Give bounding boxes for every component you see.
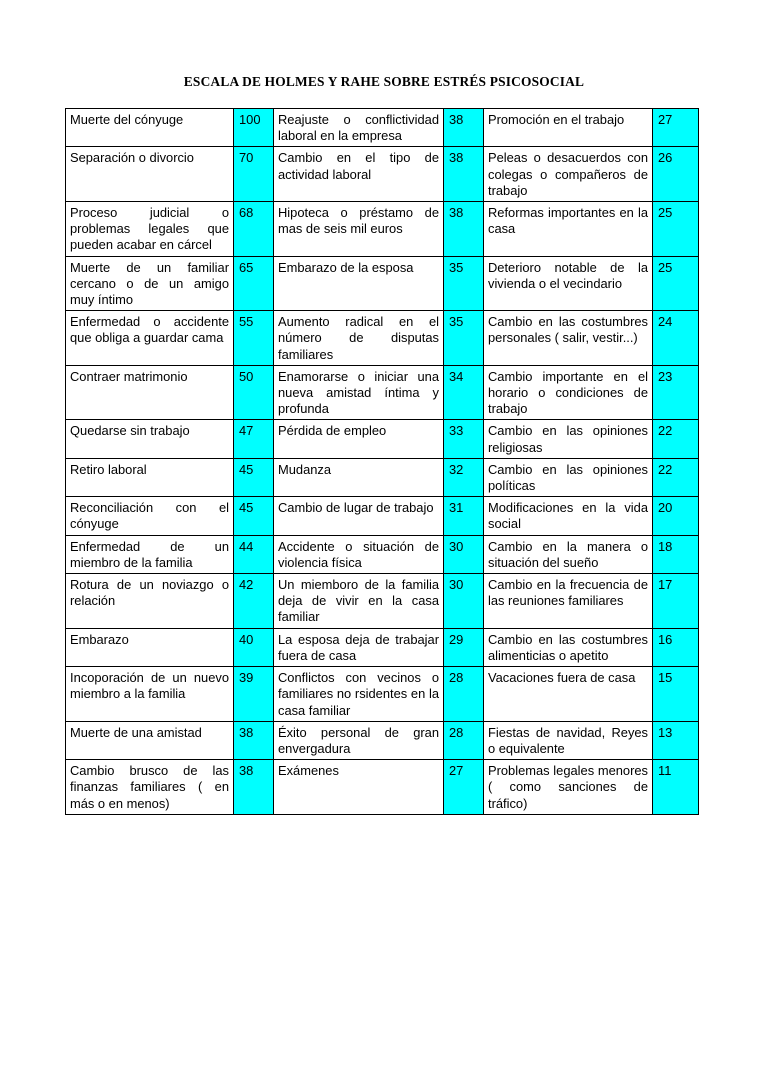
life-event-cell: Proceso judicial o problemas legales que pueden acabar en cárcel bbox=[66, 202, 234, 257]
life-event-cell: Contraer matrimonio bbox=[66, 365, 234, 420]
table-row bbox=[66, 202, 699, 257]
life-event-cell: Fiestas de navidad, Reyes o equivalente bbox=[484, 721, 653, 759]
stress-points-cell: 30 bbox=[444, 535, 484, 573]
stress-points-cell: 65 bbox=[234, 256, 274, 311]
stress-scale-table bbox=[65, 108, 699, 815]
stress-points-cell: 100 bbox=[234, 109, 274, 147]
stress-points-cell: 27 bbox=[444, 760, 484, 815]
life-event-cell: Cambio brusco de las finanzas familiares ( en más o en menos) bbox=[66, 760, 234, 815]
stress-points-cell: 44 bbox=[234, 535, 274, 573]
stress-points-cell: 15 bbox=[653, 667, 699, 722]
life-event-cell: Exámenes bbox=[274, 760, 444, 815]
stress-points-cell: 68 bbox=[234, 202, 274, 257]
table-row bbox=[66, 109, 699, 147]
life-event-cell: Hipoteca o préstamo de mas de seis mil euros bbox=[274, 202, 444, 257]
life-event-cell: Éxito personal de gran envergadura bbox=[274, 721, 444, 759]
life-event-cell: Quedarse sin trabajo bbox=[66, 420, 234, 458]
table-row bbox=[66, 365, 699, 420]
stress-points-cell: 20 bbox=[653, 497, 699, 535]
stress-points-cell: 31 bbox=[444, 497, 484, 535]
stress-points-cell: 28 bbox=[444, 721, 484, 759]
life-event-cell: Conflictos con vecinos o familiares no rsidentes en la casa familiar bbox=[274, 667, 444, 722]
table-row bbox=[66, 535, 699, 573]
stress-points-cell: 70 bbox=[234, 147, 274, 202]
stress-points-cell: 22 bbox=[653, 458, 699, 496]
table-row bbox=[66, 147, 699, 202]
life-event-cell: Rotura de un noviazgo o relación bbox=[66, 574, 234, 629]
stress-points-cell: 11 bbox=[653, 760, 699, 815]
life-event-cell: Separación o divorcio bbox=[66, 147, 234, 202]
stress-points-cell: 38 bbox=[234, 721, 274, 759]
stress-points-cell: 22 bbox=[653, 420, 699, 458]
stress-points-cell: 38 bbox=[444, 109, 484, 147]
stress-points-cell: 35 bbox=[444, 256, 484, 311]
stress-points-cell: 17 bbox=[653, 574, 699, 629]
stress-points-cell: 24 bbox=[653, 311, 699, 366]
life-event-cell: Cambio en las costumbres alimenticias o apetito bbox=[484, 628, 653, 666]
life-event-cell: Enfermedad o accidente que obliga a guardar cama bbox=[66, 311, 234, 366]
stress-points-cell: 28 bbox=[444, 667, 484, 722]
life-event-cell: Enfermedad de un miembro de la familia bbox=[66, 535, 234, 573]
life-event-cell: Aumento radical en el número de disputas familiares bbox=[274, 311, 444, 366]
table-row bbox=[66, 667, 699, 722]
life-event-cell: Pérdida de empleo bbox=[274, 420, 444, 458]
life-event-cell: Cambio en las opiniones religiosas bbox=[484, 420, 653, 458]
life-event-cell: Embarazo de la esposa bbox=[274, 256, 444, 311]
life-event-cell: Problemas legales menores ( como sanciones de tráfico) bbox=[484, 760, 653, 815]
life-event-cell: Embarazo bbox=[66, 628, 234, 666]
life-event-cell: Reconciliación con el cónyuge bbox=[66, 497, 234, 535]
table-row bbox=[66, 311, 699, 366]
stress-points-cell: 26 bbox=[653, 147, 699, 202]
stress-points-cell: 25 bbox=[653, 256, 699, 311]
stress-points-cell: 29 bbox=[444, 628, 484, 666]
stress-points-cell: 47 bbox=[234, 420, 274, 458]
table-row bbox=[66, 420, 699, 458]
life-event-cell: Promoción en el trabajo bbox=[484, 109, 653, 147]
stress-points-cell: 50 bbox=[234, 365, 274, 420]
stress-points-cell: 27 bbox=[653, 109, 699, 147]
life-event-cell: Cambio en la manera o situación del sueño bbox=[484, 535, 653, 573]
stress-points-cell: 40 bbox=[234, 628, 274, 666]
table-row bbox=[66, 256, 699, 311]
stress-points-cell: 45 bbox=[234, 458, 274, 496]
stress-points-cell: 25 bbox=[653, 202, 699, 257]
life-event-cell: Muerte de una amistad bbox=[66, 721, 234, 759]
stress-points-cell: 42 bbox=[234, 574, 274, 629]
life-event-cell: Accidente o situación de violencia física bbox=[274, 535, 444, 573]
stress-points-cell: 33 bbox=[444, 420, 484, 458]
table-row bbox=[66, 574, 699, 629]
stress-points-cell: 39 bbox=[234, 667, 274, 722]
table-row bbox=[66, 721, 699, 759]
life-event-cell: Cambio en las opiniones políticas bbox=[484, 458, 653, 496]
stress-points-cell: 38 bbox=[444, 147, 484, 202]
stress-points-cell: 45 bbox=[234, 497, 274, 535]
stress-points-cell: 13 bbox=[653, 721, 699, 759]
life-event-cell: Cambio importante en el horario o condiciones de trabajo bbox=[484, 365, 653, 420]
document-title: ESCALA DE HOLMES Y RAHE SOBRE ESTRÉS PSICOSOCIAL bbox=[183, 74, 585, 89]
stress-points-cell: 16 bbox=[653, 628, 699, 666]
life-event-cell: Un miemboro de la familia deja de vivir en la casa familiar bbox=[274, 574, 444, 629]
life-event-cell: Retiro laboral bbox=[66, 458, 234, 496]
life-event-cell: Modificaciones en la vida social bbox=[484, 497, 653, 535]
table-row bbox=[66, 458, 699, 496]
life-event-cell: Cambio en la frecuencia de las reuniones familiares bbox=[484, 574, 653, 629]
life-event-cell: Cambio en las costumbres personales ( salir, vestir...) bbox=[484, 311, 653, 366]
stress-points-cell: 32 bbox=[444, 458, 484, 496]
life-event-cell: Cambio en el tipo de actividad laboral bbox=[274, 147, 444, 202]
table-row bbox=[66, 760, 699, 815]
stress-points-cell: 38 bbox=[444, 202, 484, 257]
life-event-cell: Enamorarse o iniciar una nueva amistad íntima y profunda bbox=[274, 365, 444, 420]
stress-points-cell: 18 bbox=[653, 535, 699, 573]
stress-points-cell: 55 bbox=[234, 311, 274, 366]
life-event-cell: Cambio de lugar de trabajo bbox=[274, 497, 444, 535]
stress-points-cell: 23 bbox=[653, 365, 699, 420]
table-row bbox=[66, 497, 699, 535]
life-event-cell: Deterioro notable de la vivienda o el vecindario bbox=[484, 256, 653, 311]
life-event-cell: Muerte de un familiar cercano o de un amigo muy íntimo bbox=[66, 256, 234, 311]
life-event-cell: Incoporación de un nuevo miembro a la familia bbox=[66, 667, 234, 722]
life-event-cell: Peleas o desacuerdos con colegas o compañeros de trabajo bbox=[484, 147, 653, 202]
stress-points-cell: 34 bbox=[444, 365, 484, 420]
table-row bbox=[66, 628, 699, 666]
stress-points-cell: 30 bbox=[444, 574, 484, 629]
stress-points-cell: 35 bbox=[444, 311, 484, 366]
life-event-cell: Mudanza bbox=[274, 458, 444, 496]
stress-scale-body bbox=[66, 109, 699, 815]
stress-points-cell: 38 bbox=[234, 760, 274, 815]
life-event-cell: Reformas importantes en la casa bbox=[484, 202, 653, 257]
life-event-cell: Muerte del cónyuge bbox=[66, 109, 234, 147]
life-event-cell: La esposa deja de trabajar fuera de casa bbox=[274, 628, 444, 666]
life-event-cell: Vacaciones fuera de casa bbox=[484, 667, 653, 722]
life-event-cell: Reajuste o conflictividad laboral en la empresa bbox=[274, 109, 444, 147]
